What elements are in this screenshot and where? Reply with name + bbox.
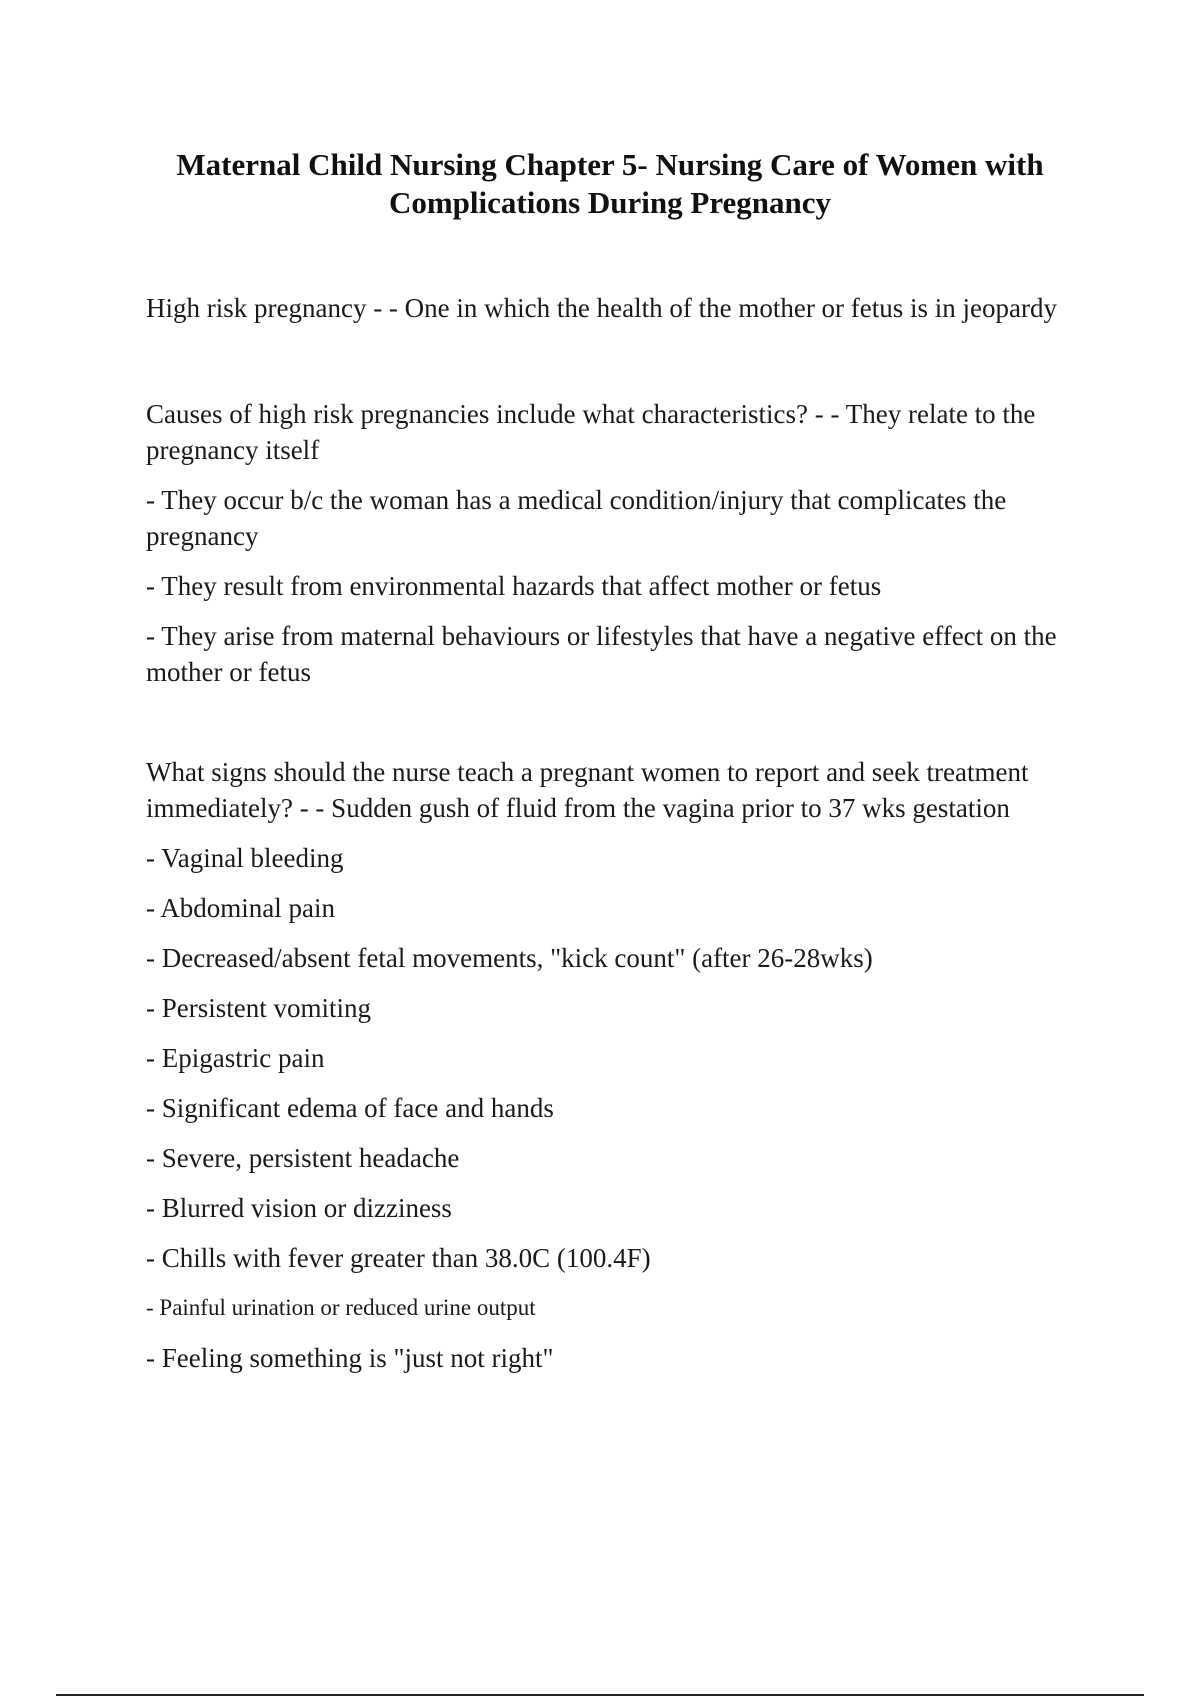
flashcard-question: What signs should the nurse teach a pregnant women to report and seek treatment immediately? - - Sudden gush of fluid from the vagina prior to 37 wks gestation xyxy=(146,757,1029,823)
document-title: Maternal Child Nursing Chapter 5- Nursing Care of Women with Complications During Pregnancy xyxy=(176,147,1044,220)
list-item: - They occur b/c the woman has a medical condition/injury that complicates the pregnancy xyxy=(146,485,1007,551)
list-item: - Persistent vomiting xyxy=(146,993,371,1023)
flashcard-question: Causes of high risk pregnancies include what characteristics? - - They relate to the pregnancy itself xyxy=(146,399,1036,465)
section-high-risk-definition xyxy=(146,290,1086,326)
list-item: - Blurred vision or dizziness xyxy=(146,1193,452,1223)
list-item: - Significant edema of face and hands xyxy=(146,1093,554,1123)
list-item: - They result from environmental hazards that affect mother or fetus xyxy=(146,571,882,601)
flashcard-question: High risk pregnancy - - One in which the health of the mother or fetus is in jeopardy xyxy=(146,293,1057,323)
list-item: - Chills with fever greater than 38.0C (100.4F) xyxy=(146,1243,651,1273)
document-body xyxy=(146,290,1086,1440)
list-item: - Abdominal pain xyxy=(146,893,335,923)
list-item: - Epigastric pain xyxy=(146,1043,325,1073)
footer-divider xyxy=(56,1694,1144,1696)
section-causes xyxy=(146,396,1086,690)
list-item: - They arise from maternal behaviours or lifestyles that have a negative effect on the mother or fetus xyxy=(146,621,1057,687)
list-item: - Feeling something is "just not right" xyxy=(146,1343,554,1373)
list-item: - Painful urination or reduced urine output xyxy=(146,1295,536,1320)
list-item: - Vaginal bleeding xyxy=(146,843,344,873)
list-item: - Decreased/absent fetal movements, "kick count" (after 26-28wks) xyxy=(146,943,873,973)
section-warning-signs xyxy=(146,754,1086,1376)
list-item: - Severe, persistent headache xyxy=(146,1143,460,1173)
